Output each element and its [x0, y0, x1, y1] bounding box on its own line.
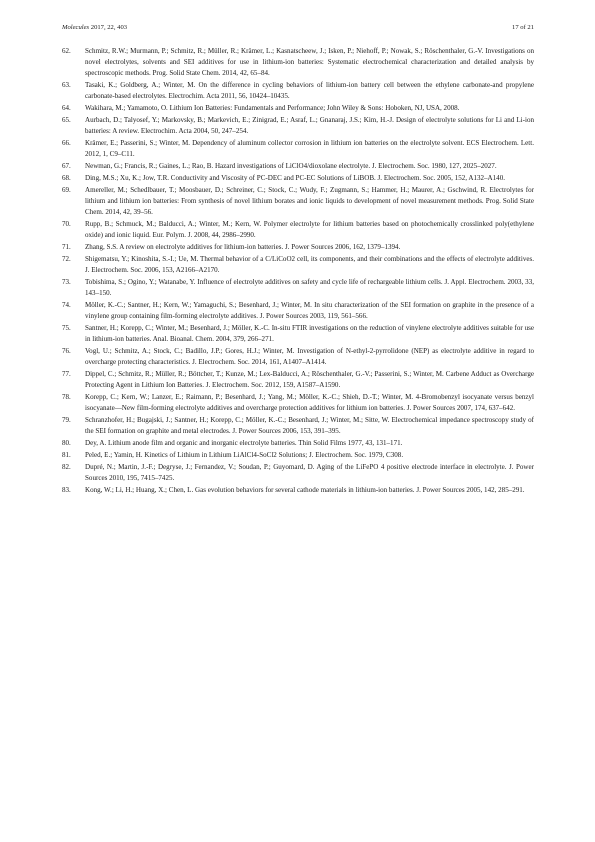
reference-text: Newman, G.; Francis, R.; Gaines, L.; Rao, B. Hazard investigations of LiClO4/dioxolane electrolyte. J. Electrochem. Soc. 1980, 127, 2025–2027. [85, 162, 497, 170]
reference-number: 80. [62, 439, 71, 448]
reference-text: Dippel, C.; Schmitz, R.; Müller, R.; Böttcher, T.; Kunze, M.; Lex-Balducci, A.; Röschenthaler, G.-V.; Passerini, S.; Winter, M. Carbene Adduct as Overcharge Protecting Agent in Lithium Ion Batteries. J. Electrochem. Soc. 2012, 159, A1587–A1590. [85, 370, 534, 390]
reference-text: Dupré, N.; Martin, J.-F.; Degryse, J.; Fernandez, V.; Soudan, P.; Guyomard, D. Aging of the LiFePO 4 positive electrode interface in electrolyte. J. Power Sources 2010, 195, 7415–7425. [85, 463, 534, 483]
reference-text: Ding, M.S.; Xu, K.; Jow, T.R. Conductivity and Viscosity of PC-DEC and PC-EC Solutions of LiBOB. J. Electrochem. Soc. 2005, 152, A132–A140. [85, 174, 505, 183]
reference-text: Schranzhofer, H.; Bugajski, J.; Santner, H.; Korepp, C.; Möller, K.-C.; Besenhard, J.; Winter, M.; Sitte, W. Electrochemical impedance spectroscopy study of the SEI formation on graphite and metal electrodes. J. Power Sources 2006, 153, 391–395. [85, 416, 534, 436]
reference-number: 82. [62, 463, 71, 472]
reference-number: 74. [62, 301, 71, 310]
reference-text: Dey, A. Lithium anode film and organic and inorganic electrolyte batteries. Thin Solid Films 1977, 43, 131–171. [85, 439, 403, 448]
reference-number: 70. [62, 220, 71, 229]
reference-number: 71. [62, 243, 71, 252]
reference-number: 75. [62, 324, 71, 333]
reference-item [62, 485, 534, 496]
reference-number: 68. [62, 174, 71, 183]
reference-item [62, 80, 534, 102]
reference-number: 78. [62, 393, 71, 402]
reference-item [62, 462, 534, 484]
reference-number: 77. [62, 370, 71, 379]
reference-item [62, 369, 534, 391]
reference-text: Schmitz, R.W.; Murmann, P.; Schmitz, R.; Müller, R.; Krämer, L.; Kasnatscheew, J.; Isken, P.; Niehoff, P.; Nowak, S.; Röschenthaler, G.-V. Investigations on novel electrolytes, solvents and SEI additives for use in lithium-ion batteries: Systematic electrochemical characterization and detailed analysis by spectroscopic methods. Prog. Solid State Chem. 2014, 42, 65–84. [85, 47, 534, 77]
reference-item [62, 242, 534, 253]
reference-item [62, 346, 534, 368]
reference-item [62, 300, 534, 322]
reference-text: Vogl, U.; Schmitz, A.; Stock, C.; Badillo, J.P.; Gores, H.J.; Winter, M. Investigation of N-ethyl-2-pyrrolidone (NEP) as electrolyte additive in regard to overcharge protecting characteristics. J. Electrochem. Soc. 2014, 161, A1407–A1414. [85, 347, 534, 367]
reference-item [62, 277, 534, 299]
reference-number: 63. [62, 80, 71, 89]
reference-item [62, 185, 534, 218]
reference-item [62, 103, 534, 114]
reference-text: Rupp, B.; Schmuck, M.; Balducci, A.; Winter, M.; Kern, W. Polymer electrolyte for lithium batteries based on photochemically crosslinked poly(ethylene oxide) and ionic liquid. Eur. Polym. J. 2008, 44, 2986–2990. [85, 220, 534, 239]
reference-list [62, 46, 534, 497]
reference-number: 62. [62, 47, 71, 55]
journal-name: Molecules [62, 24, 90, 31]
reference-number: 66. [62, 139, 71, 147]
reference-item [62, 219, 534, 241]
reference-item [62, 392, 534, 414]
page-header [62, 24, 534, 31]
reference-text: Amereller, M.; Schedlbauer, T.; Moosbauer, D.; Schreiner, C.; Stock, C.; Wudy, F.; Zugmann, S.; Hammer, H.; Maurer, A.; Gschwind, R. Electrolytes for lithium and lithium ion batteries: From synthesis of novel lithium borates and ionic liquids to development of novel measurement methods. Prog. Solid State Chem. 2014, 42, 39–56. [85, 186, 534, 216]
reference-item [62, 323, 534, 345]
journal-citation [62, 24, 127, 31]
reference-text: Tasaki, K.; Goldberg, A.; Winter, M. On the difference in cycling behaviors of lithium-ion battery cell between the ethylene carbonate-and propylene carbonate-based electrolytes. Electrochim. Acta 2011, 56, 10424–10435. [85, 80, 534, 100]
reference-number: 83. [62, 486, 71, 495]
reference-item [62, 254, 534, 276]
reference-text: Santner, H.; Korepp, C.; Winter, M.; Besenhard, J.; Möller, K.-C. In-situ FTIR investigations on the reduction of vinylene electrolyte additives suitable for use in lithium-ion batteries. Anal. Bioanal. Chem. 2004, 379, 266–271. [85, 324, 534, 344]
reference-text: Peled, E.; Yamin, H. Kinetics of Lithium in Lithium LiAlCl4-SoCl2 Solutions; J. Electrochem. Soc. 1979, C308. [85, 451, 404, 460]
reference-text: Möller, K.-C.; Santner, H.; Kern, W.; Yamaguchi, S.; Besenhard, J.; Winter, M. In situ characterization of the SEI formation on graphite in the presence of a vinylene group containing film-forming electrolyte additives. J. Power Sources 2003, 119, 561–566. [85, 301, 534, 321]
reference-number: 81. [62, 451, 71, 460]
reference-number: 65. [62, 116, 71, 124]
reference-item [62, 415, 534, 437]
citation-info: 2017, 22, 403 [90, 24, 128, 31]
reference-number: 64. [62, 103, 71, 112]
reference-item [62, 161, 534, 172]
reference-item [62, 46, 534, 79]
reference-number: 76. [62, 347, 71, 356]
reference-text: Wakihara, M.; Yamamoto, O. Lithium Ion Batteries: Fundamentals and Performance; John Wiley & Sons: Hoboken, NJ, USA, 2008. [85, 103, 460, 112]
reference-item [62, 115, 534, 137]
reference-number: 67. [62, 162, 71, 170]
reference-item [62, 450, 534, 461]
reference-text: Krämer, E.; Passerini, S.; Winter, M. Dependency of aluminum collector corrosion in lithium ion batteries on the electrolyte solvent. ECS Electrochem. Lett. 2012, 1, C9–C11. [85, 139, 534, 158]
reference-number: 69. [62, 186, 71, 195]
reference-item [62, 438, 534, 449]
reference-text: Tobishima, S.; Ogino, Y.; Watanabe, Y. Influence of electrolyte additives on safety and cycle life of rechargeable lithium cells. J. Appl. Electrochem. 2003, 33, 143–150. [85, 278, 534, 298]
reference-text: Zhang, S.S. A review on electrolyte additives for lithium-ion batteries. J. Power Sources 2006, 162, 1379–1394. [85, 243, 401, 252]
reference-text: Shigematsu, Y.; Kinoshita, S.-I.; Ue, M. Thermal behavior of a C/LiCoO2 cell, its components, and their combinations and the effects of electrolyte additives. J. Electrochem. Soc. 2006, 153, A2166–A2170. [85, 255, 534, 275]
reference-text: Aurbach, D.; Talyosef, Y.; Markovsky, B.; Markevich, E.; Zinigrad, E.; Asraf, L.; Gnanaraj, J.S.; Kim, H.-J. Design of electrolyte solutions for Li and Li-ion batteries: A review. Electrochim. Acta 2004, 50, 247–254. [85, 116, 534, 135]
reference-text: Kong, W.; Li, H.; Huang, X.; Chen, L. Gas evolution behaviors for several cathode materials in lithium-ion batteries. J. Power Sources 2005, 142, 285–291. [85, 486, 525, 495]
reference-number: 79. [62, 416, 71, 425]
page-number: 17 of 21 [512, 24, 534, 31]
reference-item [62, 138, 534, 160]
reference-number: 73. [62, 278, 71, 287]
reference-item [62, 173, 534, 184]
reference-number: 72. [62, 255, 71, 264]
reference-text: Korepp, C.; Kern, W.; Lanzer, E.; Raimann, P.; Besenhard, J.; Yang, M.; Möller, K.-C.; Shieh, D.-T.; Winter, M. 4-Bromobenzyl isocyanate versus benzyl isocyanate—New film-forming electrolyte additives and overcharge protection additives for lithium ion batteries. J. Power Sources 2007, 174, 637–642. [85, 393, 534, 413]
